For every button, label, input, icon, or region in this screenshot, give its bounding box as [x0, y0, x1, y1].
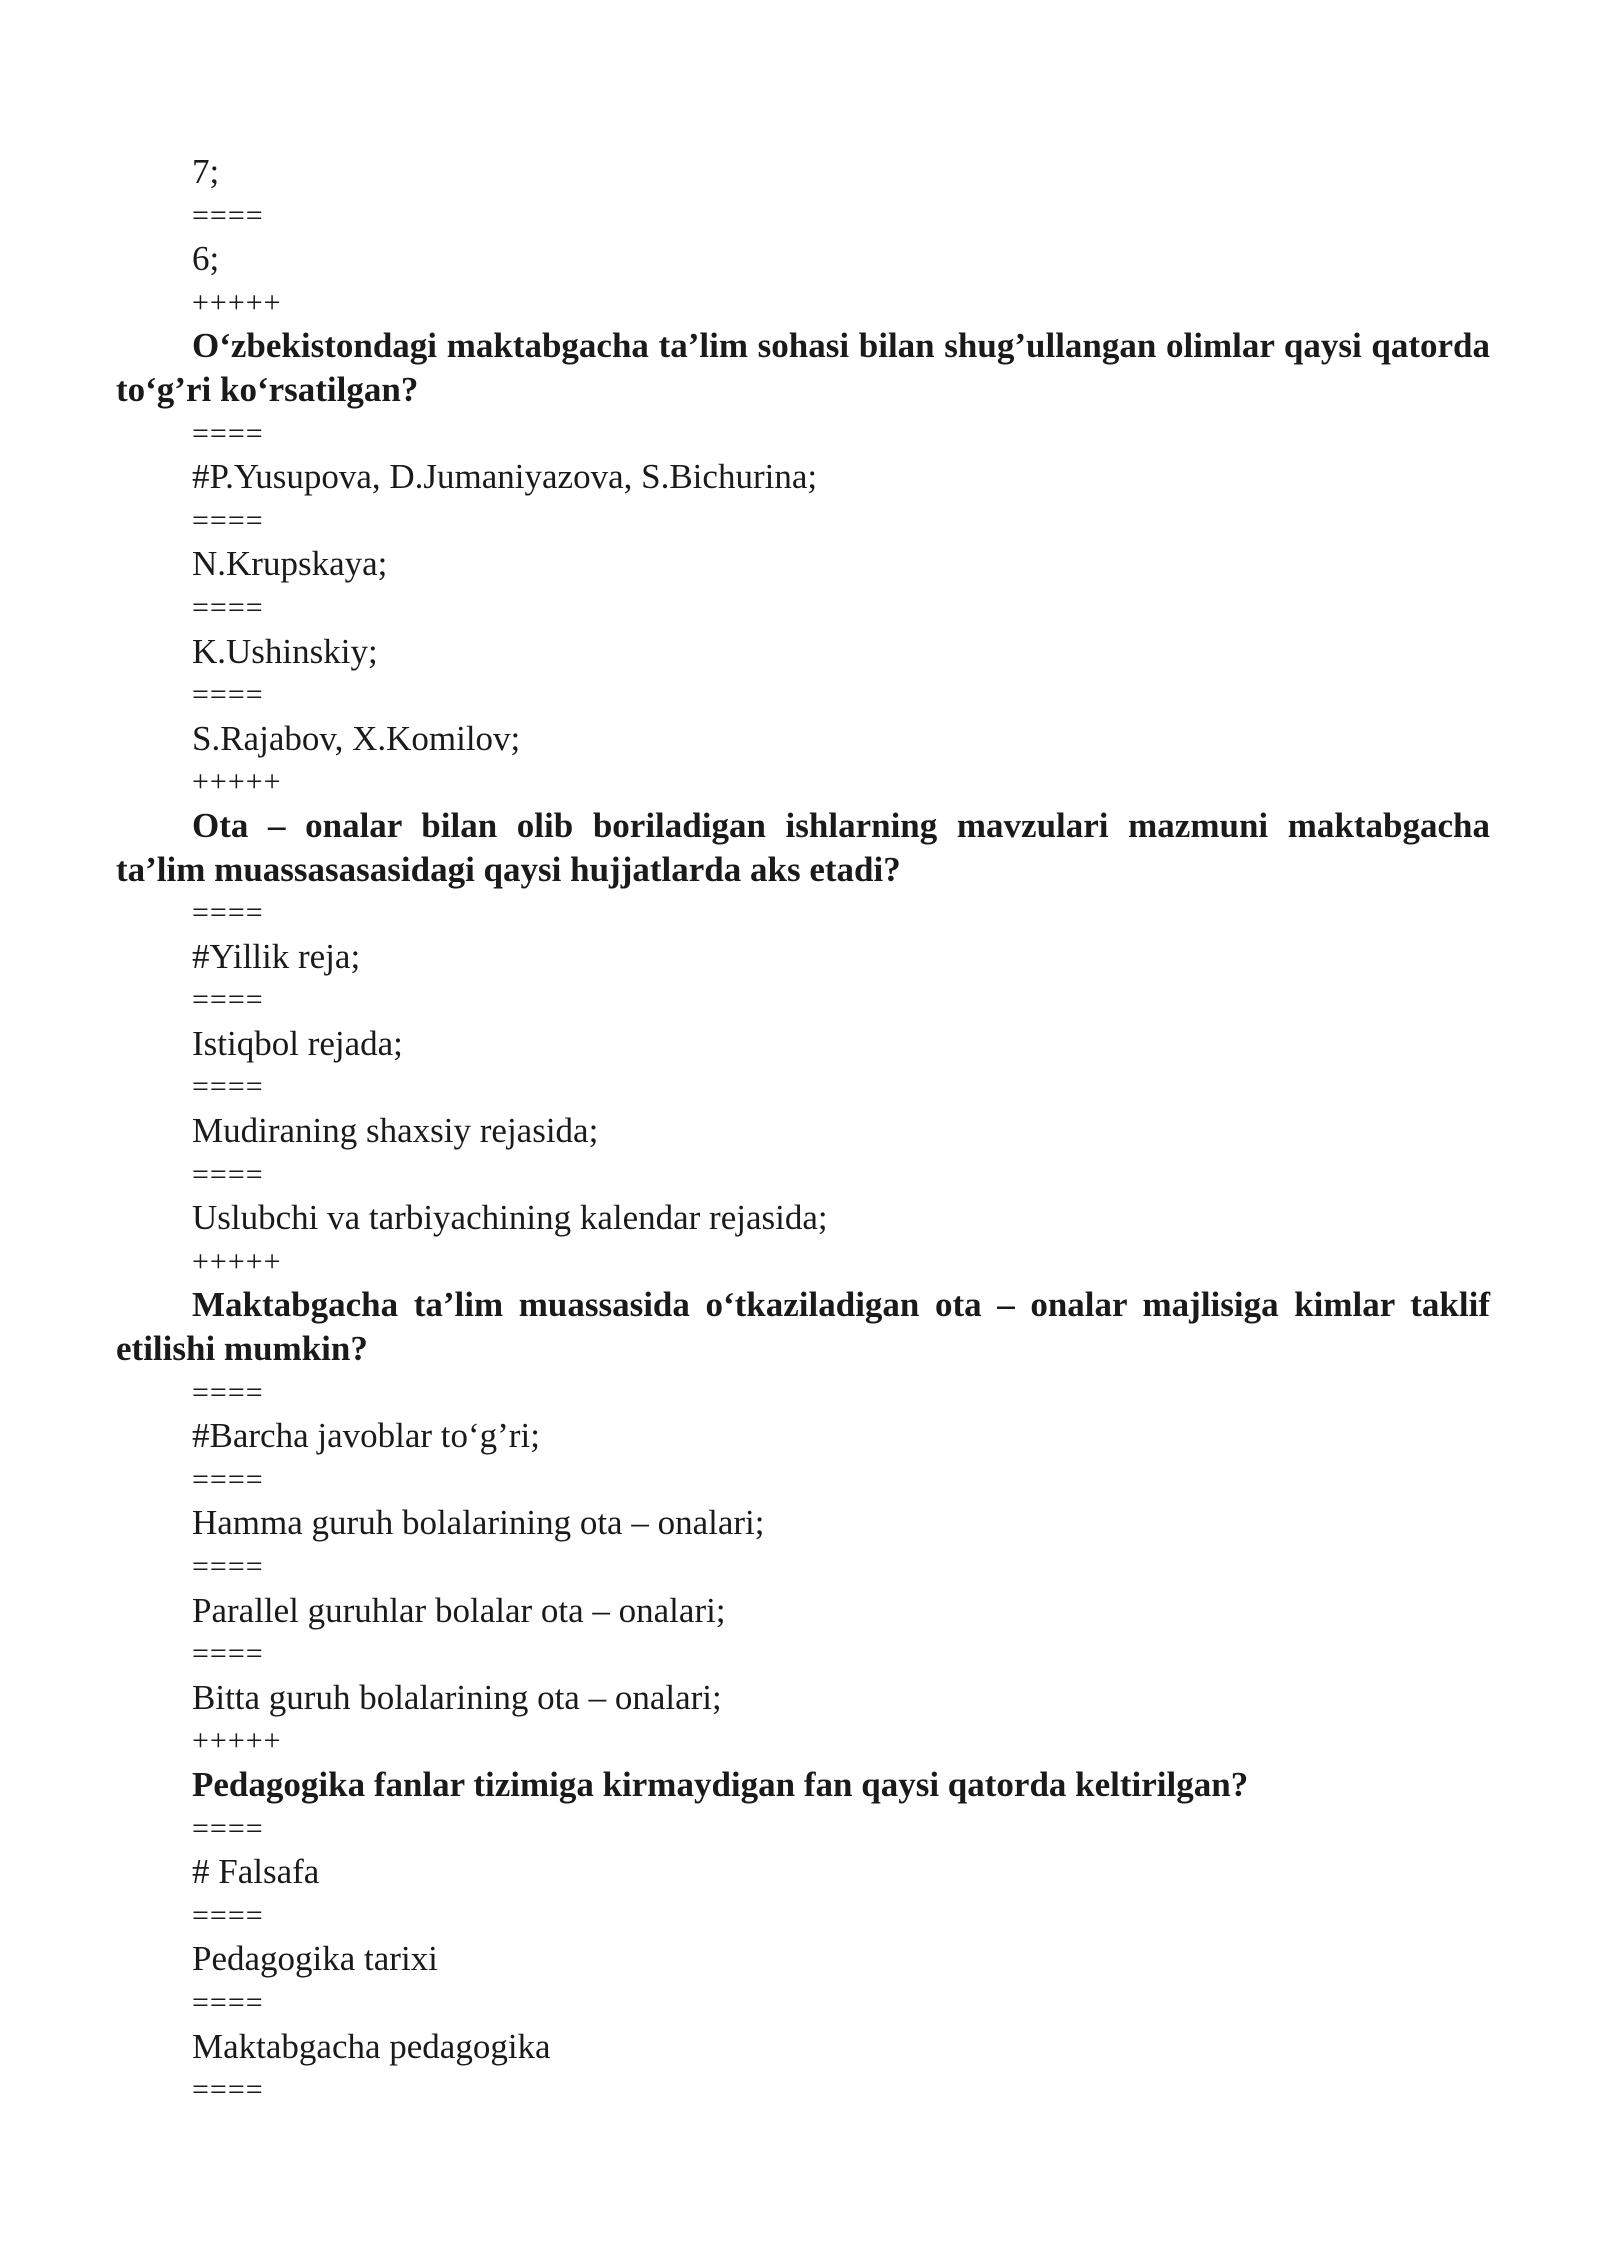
answer-option: N.Krupskaya; — [192, 544, 388, 584]
answer-option: Bitta guruh bolalarining ota – onalari; — [192, 1677, 722, 1717]
answer-option: S.Rajabov, X.Komilov; — [192, 718, 521, 758]
option-separator: ==== — [192, 416, 264, 450]
option-separator: ==== — [192, 2073, 264, 2107]
option-separator: ==== — [192, 1811, 264, 1845]
option-separator: ==== — [192, 1637, 264, 1671]
document-page — [116, 150, 1490, 2112]
option-separator: ==== — [192, 198, 264, 232]
question-block — [116, 1283, 1490, 1763]
question-separator: +++++ — [192, 1724, 282, 1758]
option-separator: ==== — [192, 1462, 264, 1496]
answer-option: 7; — [192, 152, 220, 191]
question-block — [116, 324, 1490, 804]
answer-option: Parallel guruhlar bolalar ota – onalari; — [192, 1590, 726, 1630]
question-text: Pedagogika fanlar tizimiga kirmaydigan fan qaysi qatorda keltirilgan? — [192, 1764, 1249, 1804]
option-separator: ==== — [192, 1898, 264, 1932]
option-separator: ==== — [192, 1985, 264, 2019]
option-separator: ==== — [192, 1070, 264, 1104]
answer-option: Uslubchi va tarbiyachining kalendar rejasida; — [192, 1198, 828, 1238]
answer-option: Pedagogika tarixi — [192, 1939, 438, 1979]
option-separator: ==== — [192, 1375, 264, 1409]
answer-option-correct: #Yillik reja; — [192, 936, 361, 976]
answer-option: K.Ushinskiy; — [192, 631, 378, 671]
answer-option: Hamma guruh bolalarining ota – onalari; — [192, 1503, 765, 1543]
question-separator: +++++ — [192, 285, 282, 319]
question-block — [116, 804, 1490, 1284]
answer-option: 6; — [192, 239, 220, 279]
answer-option: Istiqbol rejada; — [192, 1023, 403, 1063]
question-block — [116, 1763, 1490, 2112]
question-text: Maktabgacha ta’lim muassasida o‘tkaziladigan ota – onalar majlisiga kimlar taklif etilishi mumkin? — [116, 1285, 1490, 1369]
question-text: Ota – onalar bilan olib boriladigan ishlarning mavzulari mazmuni maktabgacha ta’lim muassasasasidagi qaysi hujjatlarda aks etadi? — [116, 805, 1490, 889]
answer-option-correct: # Falsafa — [192, 1852, 320, 1892]
lead-lines — [116, 150, 1490, 324]
question-separator: +++++ — [192, 1244, 282, 1278]
answer-option: Mudiraning shaxsiy rejasida; — [192, 1111, 599, 1151]
option-separator: ==== — [192, 1157, 264, 1191]
option-separator: ==== — [192, 590, 264, 624]
option-separator: ==== — [192, 503, 264, 537]
option-separator: ==== — [192, 678, 264, 712]
question-separator: +++++ — [192, 765, 282, 799]
answer-option: Maktabgacha pedagogika — [192, 2026, 551, 2066]
answer-option-correct: #Barcha javoblar to‘g’ri; — [192, 1416, 540, 1456]
question-text: O‘zbekistondagi maktabgacha ta’lim sohasi bilan shug’ullangan olimlar qaysi qatorda to‘g’ri ko‘rsatilgan? — [116, 326, 1490, 409]
option-separator: ==== — [192, 1550, 264, 1583]
option-separator: ==== — [192, 896, 264, 930]
option-separator: ==== — [192, 983, 264, 1017]
answer-option-correct: #P.Yusupova, D.Jumaniyazova, S.Bichurina; — [192, 457, 818, 497]
